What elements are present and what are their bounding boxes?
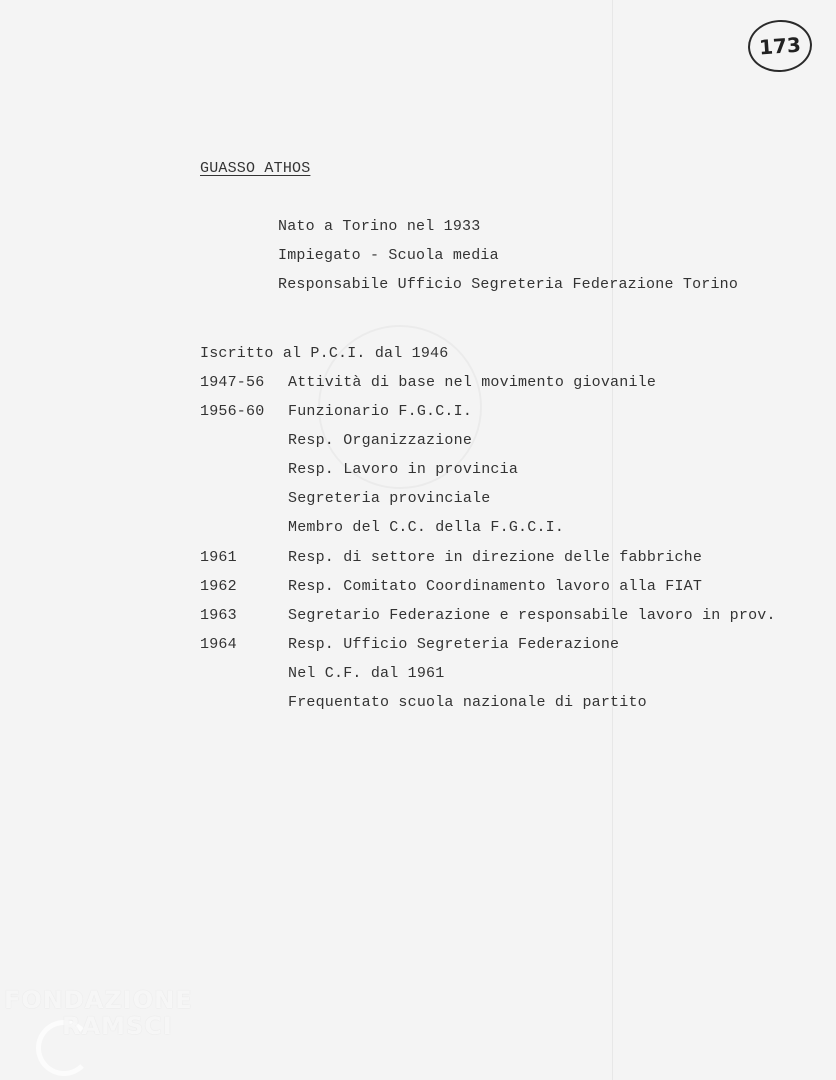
- timeline-entry: Resp. di settore in direzione delle fabbriche: [288, 549, 703, 566]
- timeline-entry: Segretario Federazione e responsabile lavoro in prov.: [288, 607, 776, 624]
- personal-info-line: Nato a Torino nel 1933: [278, 218, 481, 235]
- timeline-entry: Resp. Organizzazione: [288, 432, 473, 449]
- watermark: [4, 988, 193, 1038]
- membership-line: Iscritto al P.C.I. dal 1946: [200, 345, 449, 362]
- timeline-entry: Funzionario F.G.C.I.: [288, 403, 473, 420]
- personal-info-line: Impiegato - Scuola media: [278, 247, 499, 264]
- timeline-entry: Attività di base nel movimento giovanile: [288, 374, 657, 391]
- timeline-year: 1964: [200, 636, 237, 653]
- watermark-line-2: RAMSCI: [62, 1012, 173, 1040]
- timeline-entry: Resp. Lavoro in provincia: [288, 461, 519, 478]
- timeline-entry: Membro del C.C. della F.G.C.I.: [288, 519, 565, 536]
- timeline-entry: Segreteria provinciale: [288, 490, 491, 507]
- timeline-entry: Resp. Ufficio Segreteria Federazione: [288, 636, 620, 653]
- timeline-year: 1947-56: [200, 374, 265, 391]
- personal-info-line: Responsabile Ufficio Segreteria Federazione Torino: [278, 276, 739, 293]
- timeline-entry: Frequentato scuola nazionale di partito: [288, 694, 647, 711]
- page-number-stamp: 173: [746, 18, 813, 74]
- timeline-year: 1956-60: [200, 403, 265, 420]
- watermark-line-1: FONDAZIONE: [4, 986, 193, 1014]
- timeline-entry: Resp. Comitato Coordinamento lavoro alla FIAT: [288, 578, 703, 595]
- timeline-entry: Nel C.F. dal 1961: [288, 665, 445, 682]
- timeline-year: 1961: [200, 549, 237, 566]
- timeline-year: 1963: [200, 607, 237, 624]
- document-title: GUASSO ATHOS: [200, 160, 311, 177]
- timeline-year: 1962: [200, 578, 237, 595]
